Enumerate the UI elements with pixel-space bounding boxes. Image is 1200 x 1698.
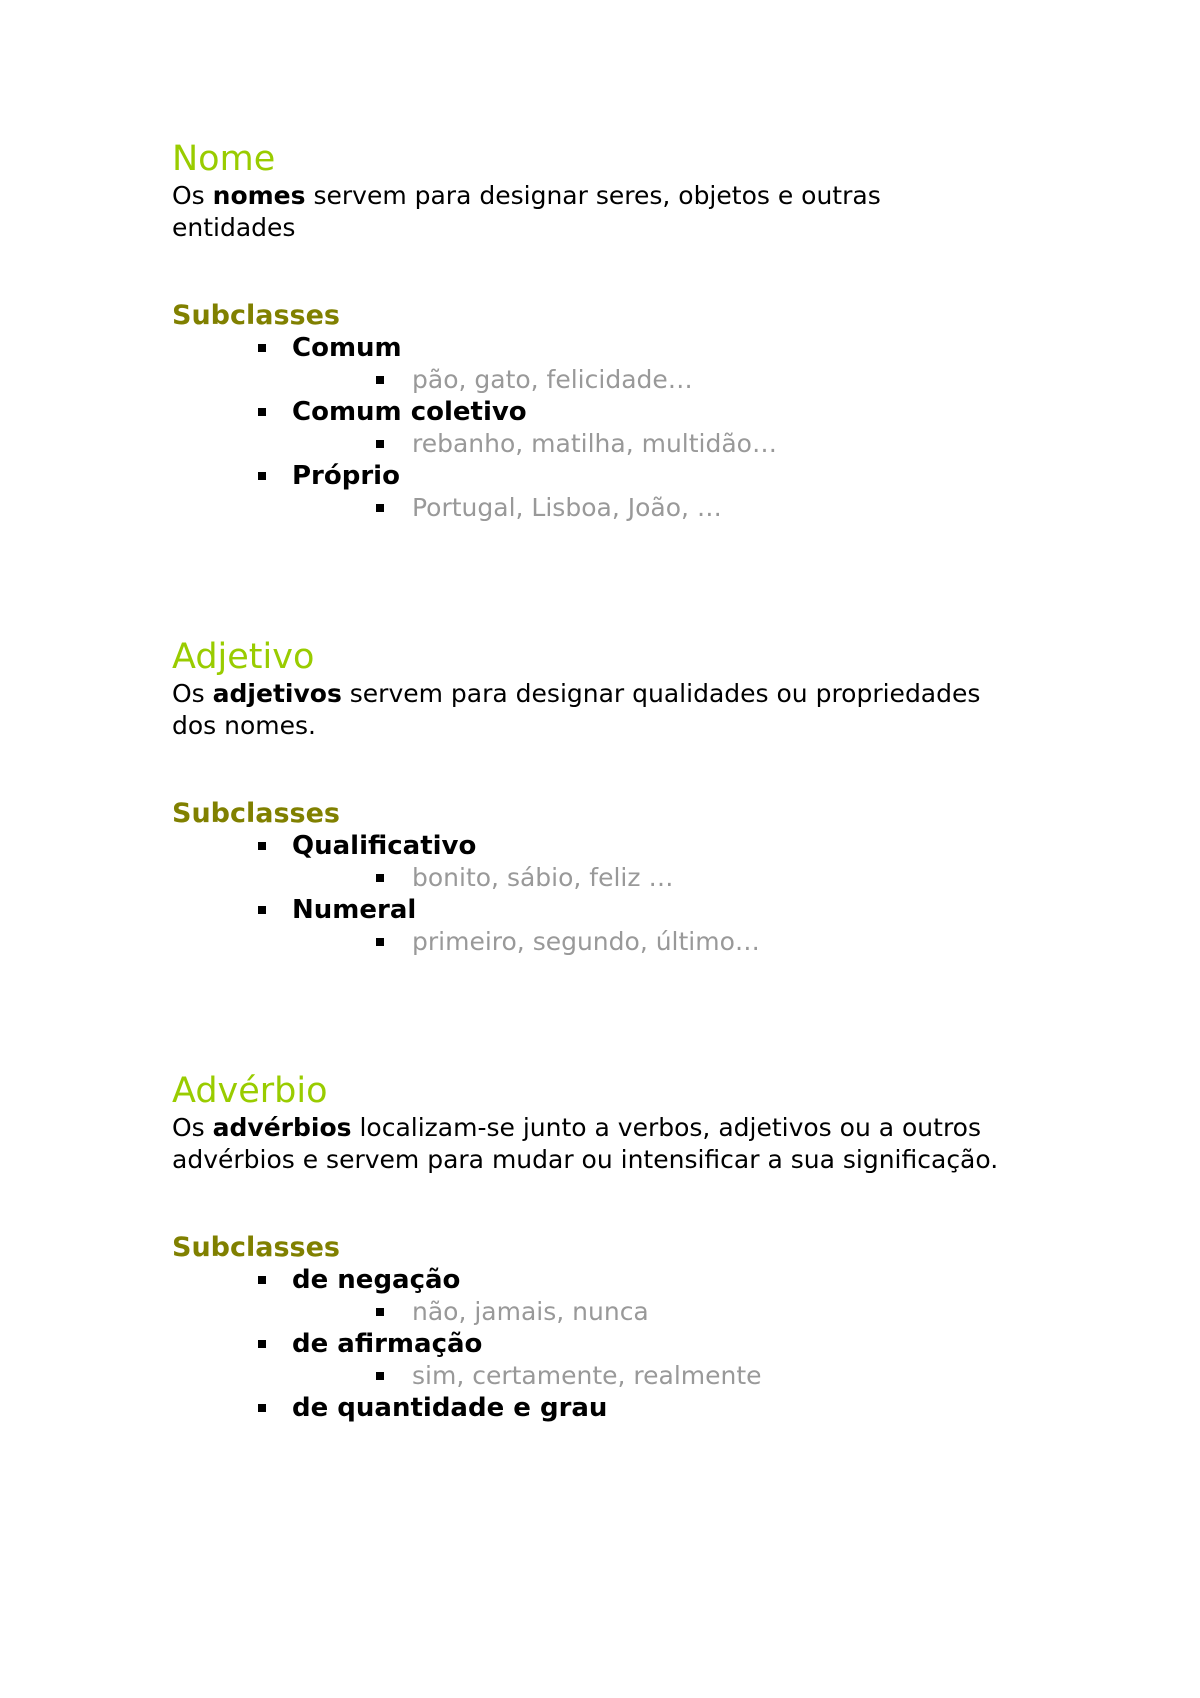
subclass-label: Numeral [292,895,417,925]
example-text: rebanho, matilha, multidão… [412,429,777,458]
section-description: Os advérbios localizam-se junto a verbos, adjetivos ou a outros advérbios e servem para mudar ou intensificar a sua significação. [172,1113,999,1174]
subclass-item [172,830,1032,894]
subclass-label: de negação [292,1265,461,1295]
subclass-item [172,1392,1032,1424]
example-text: bonito, sábio, feliz … [412,863,674,892]
section-nome [172,138,1032,524]
subclass-list [172,1264,1032,1424]
example-item [172,926,1032,958]
square-bullet-icon [376,504,384,512]
example-text: não, jamais, nunca [412,1297,649,1326]
example-item [172,364,1032,396]
subclass-item [172,396,1032,460]
subclasses-heading: Subclasses [172,1232,340,1263]
square-bullet-icon [258,344,266,352]
subclass-label: Comum coletivo [292,397,527,427]
example-list [292,428,1032,460]
subclass-label: de quantidade e grau [292,1393,608,1423]
example-item [172,428,1032,460]
example-item [172,862,1032,894]
subclasses-heading: Subclasses [172,300,340,331]
square-bullet-icon [376,1308,384,1316]
example-list [292,926,1032,958]
square-bullet-icon [376,938,384,946]
example-text: Portugal, Lisboa, João, … [412,493,722,522]
square-bullet-icon [258,842,266,850]
example-item [172,1296,1032,1328]
subclass-item [172,1328,1032,1392]
example-text: pão, gato, felicidade… [412,365,693,394]
subclass-item [172,332,1032,396]
example-text: primeiro, segundo, último… [412,927,760,956]
example-list [292,1296,1032,1328]
subclass-item [172,1264,1032,1328]
section-title: Nome [172,139,276,179]
keyword: advérbios [212,1113,352,1142]
subclass-label: de afirmação [292,1329,483,1359]
subclass-list [172,830,1032,958]
example-item [172,492,1032,524]
keyword: adjetivos [212,679,342,708]
square-bullet-icon [376,376,384,384]
subclass-item [172,460,1032,524]
square-bullet-icon [258,472,266,480]
subclass-item [172,894,1032,958]
example-list [292,1360,1032,1392]
keyword: nomes [212,181,306,210]
square-bullet-icon [376,874,384,882]
square-bullet-icon [376,440,384,448]
section-adjetivo [172,636,1032,958]
square-bullet-icon [258,906,266,914]
section-description: Os adjetivos servem para designar qualidades ou propriedades dos nomes. [172,679,981,740]
subclass-label: Próprio [292,461,400,491]
subclasses-heading: Subclasses [172,798,340,829]
section-description: Os nomes servem para designar seres, objetos e outras entidades [172,181,881,242]
example-list [292,862,1032,894]
square-bullet-icon [376,1372,384,1380]
example-text: sim, certamente, realmente [412,1361,762,1390]
subclass-label: Qualificativo [292,831,477,861]
document-page [172,138,1032,1424]
example-list [292,492,1032,524]
section-title: Adjetivo [172,637,315,677]
section-adverbio [172,1070,1032,1424]
subclass-label: Comum [292,333,402,363]
square-bullet-icon [258,408,266,416]
square-bullet-icon [258,1276,266,1284]
subclass-list [172,332,1032,524]
example-list [292,364,1032,396]
section-title: Advérbio [172,1071,328,1111]
square-bullet-icon [258,1340,266,1348]
example-item [172,1360,1032,1392]
square-bullet-icon [258,1404,266,1412]
